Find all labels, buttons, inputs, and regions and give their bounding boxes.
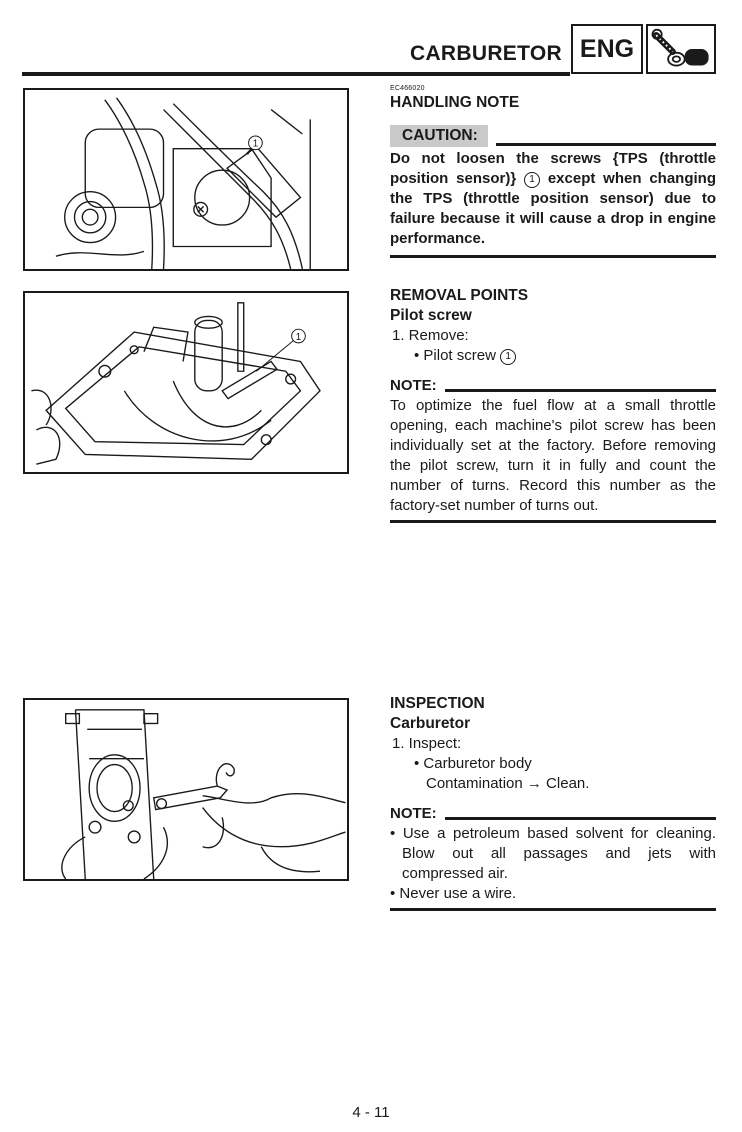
engine-wrench-icon [646, 24, 716, 74]
section-title: CARBURETOR [410, 42, 562, 65]
caution-text: Do not loosen the screws {TPS (throttle position sensor)} 1 except when changing the TPS (throttle position sensor) due to failure because it will cause a drop in engine performance. [390, 150, 716, 247]
note-rule [445, 817, 716, 820]
callout-marker: 1 [500, 349, 516, 365]
section-code: EC466020 [390, 85, 425, 92]
inspection-title: INSPECTION [390, 695, 485, 712]
page-number: 4 - 11 [352, 1104, 390, 1121]
note-label: NOTE: [390, 805, 437, 822]
handling-title: HANDLING NOTE [390, 94, 520, 111]
caution-label: CAUTION: [390, 125, 488, 147]
list-item: • Never use a wire. [390, 885, 517, 902]
removal-step: 1. Remove: [392, 327, 469, 344]
note-bottom-rule [390, 520, 716, 523]
section-badge: ENG [571, 24, 643, 74]
caution-rule [496, 143, 716, 146]
inspection-subtitle: Carburetor [390, 715, 471, 732]
figure-callout: 1 [252, 138, 259, 150]
removal-subtitle: Pilot screw [390, 307, 472, 324]
removal-bullet: • Pilot screw 1 [390, 346, 716, 366]
removal-section [390, 286, 716, 523]
removal-title: REMOVAL POINTS [390, 287, 529, 304]
note-bottom-rule [390, 908, 716, 911]
figure-callout: 1 [295, 331, 302, 343]
callout-marker: 1 [524, 172, 540, 188]
inspection-detail: Contamination → Clean. [426, 775, 590, 792]
figure-pilot-screw [23, 291, 349, 474]
inspection-section [390, 694, 716, 911]
note-rule [445, 389, 716, 392]
figure-carburetor-inspection [23, 698, 349, 881]
handling-section [390, 85, 716, 258]
note-label: NOTE: [390, 377, 437, 394]
figure-tps-screw [23, 88, 349, 271]
header-rule [22, 72, 570, 76]
caution-bottom-rule [390, 255, 716, 258]
list-item: • Use a petroleum based solvent for cleaning. Blow out all passages and jets with compressed air. [390, 825, 716, 882]
inspection-bullet: • Carburetor body [414, 755, 532, 772]
removal-note-text: To optimize the fuel flow at a small throttle opening, each machine's pilot screw has been individually set at the factory. Before removing the pilot screw, turn it in fully and count the number of turns. Record this number as the factory-set number of turns out. [390, 397, 716, 514]
inspection-step: 1. Inspect: [392, 735, 462, 752]
